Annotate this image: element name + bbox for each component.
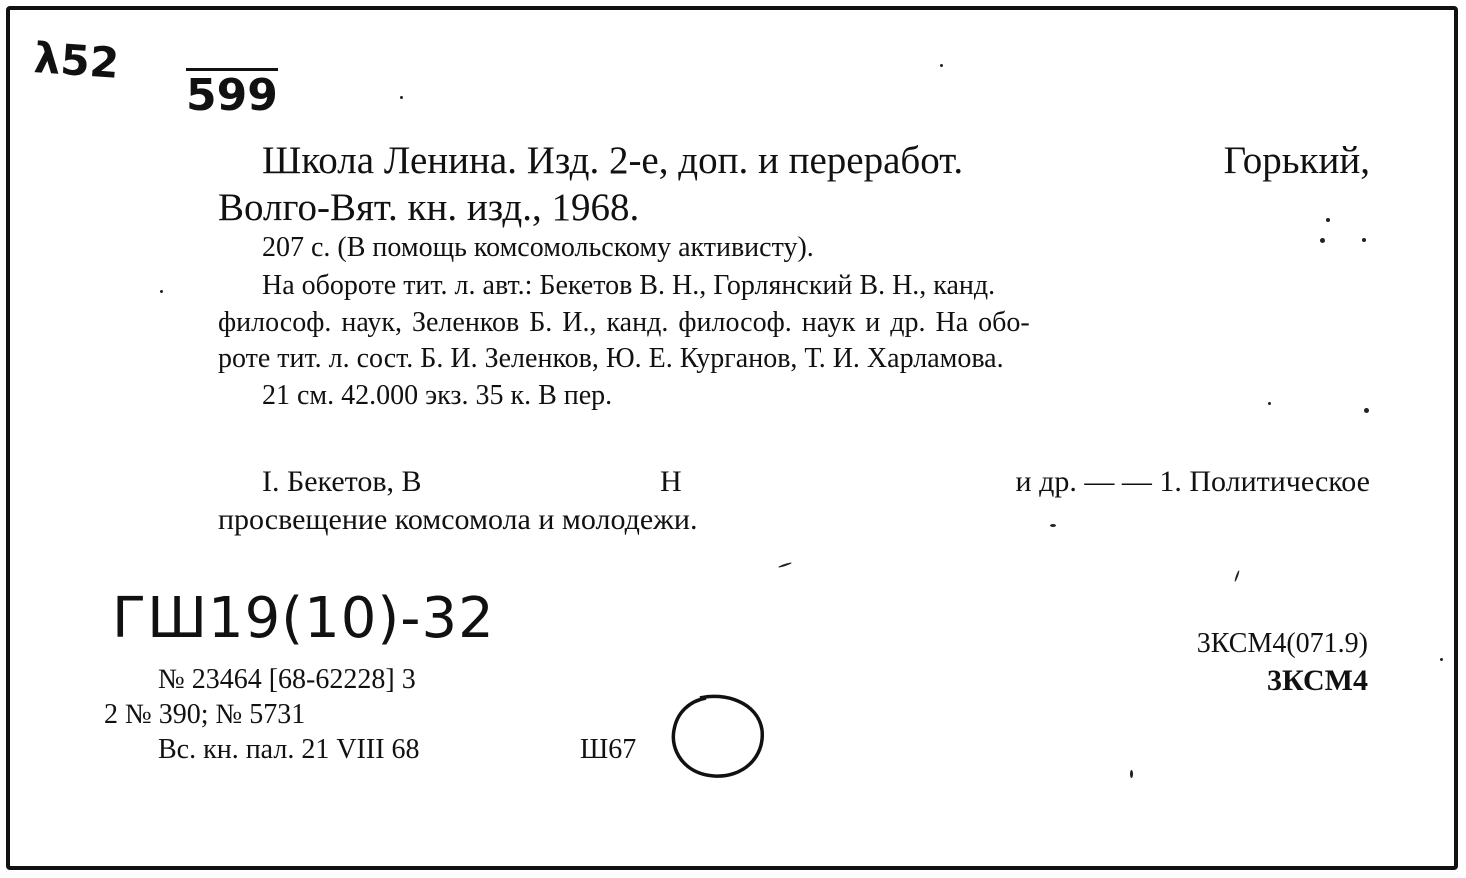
entry-publisher-line: Волго-Вят. кн. изд., 1968. [218, 186, 640, 229]
speck [1364, 408, 1369, 413]
entry-authors-line [262, 270, 1370, 302]
speck [1268, 402, 1271, 405]
tracing-line-2: просвещение комсомола и молодежи. [218, 503, 698, 536]
footer-number-line: № 23464 [68-62228] 3 [158, 664, 416, 695]
drawn-circle [662, 688, 774, 784]
tracing-subject: и др. — — 1. Политическое [1015, 465, 1370, 498]
speck [160, 290, 163, 293]
classification-1: 3КСМ4(071.9) [1196, 628, 1368, 659]
entry-authors-line-2: философ. наук, Зеленков Б. И., канд. философ. наук и др. На обо- [218, 307, 1030, 338]
entry-pages-line: 207 с. (В помощь комсомольскому активисту). [262, 232, 814, 263]
handwritten-shelfmark: ГШ19(10)-32 [112, 586, 495, 651]
speck [1362, 238, 1366, 242]
tracing-line-1 [262, 465, 1370, 501]
entry-compilers-line: роте тит. л. сост. Б. И. Зеленков, Ю. Е. Курганов, Т. И. Харламова. [218, 343, 1004, 374]
speck [400, 96, 403, 99]
speck [1050, 524, 1056, 527]
entry-title-line [262, 138, 1370, 183]
tracing-author: I. Бекетов, В [262, 465, 422, 498]
entry-title: Школа Ленина. Изд. 2-е, доп. и переработ. [262, 139, 964, 182]
speck [1440, 658, 1443, 661]
footer-second-line: 2 № 390; № 5731 [104, 699, 306, 730]
handwritten-number: 599 [186, 70, 278, 121]
speck [940, 64, 943, 67]
tracing-initial: Н [660, 465, 682, 498]
speck [1320, 238, 1325, 243]
speck [1326, 218, 1330, 222]
entry-place: Горький, [1223, 139, 1370, 182]
author-mark: Ш67 [580, 734, 637, 765]
handwritten-code: λ52 [32, 33, 121, 88]
speck [1130, 770, 1133, 778]
classification-2: 3КСМ4 [1267, 664, 1368, 697]
entry-authors-text: На обороте тит. л. авт.: Бекетов В. Н., Горлянский В. Н., канд. [262, 270, 996, 301]
footer-chamber-line: Вс. кн. пал. 21 VIII 68 [158, 734, 420, 765]
entry-physical-line: 21 см. 42.000 экз. 35 к. В пер. [262, 380, 613, 411]
